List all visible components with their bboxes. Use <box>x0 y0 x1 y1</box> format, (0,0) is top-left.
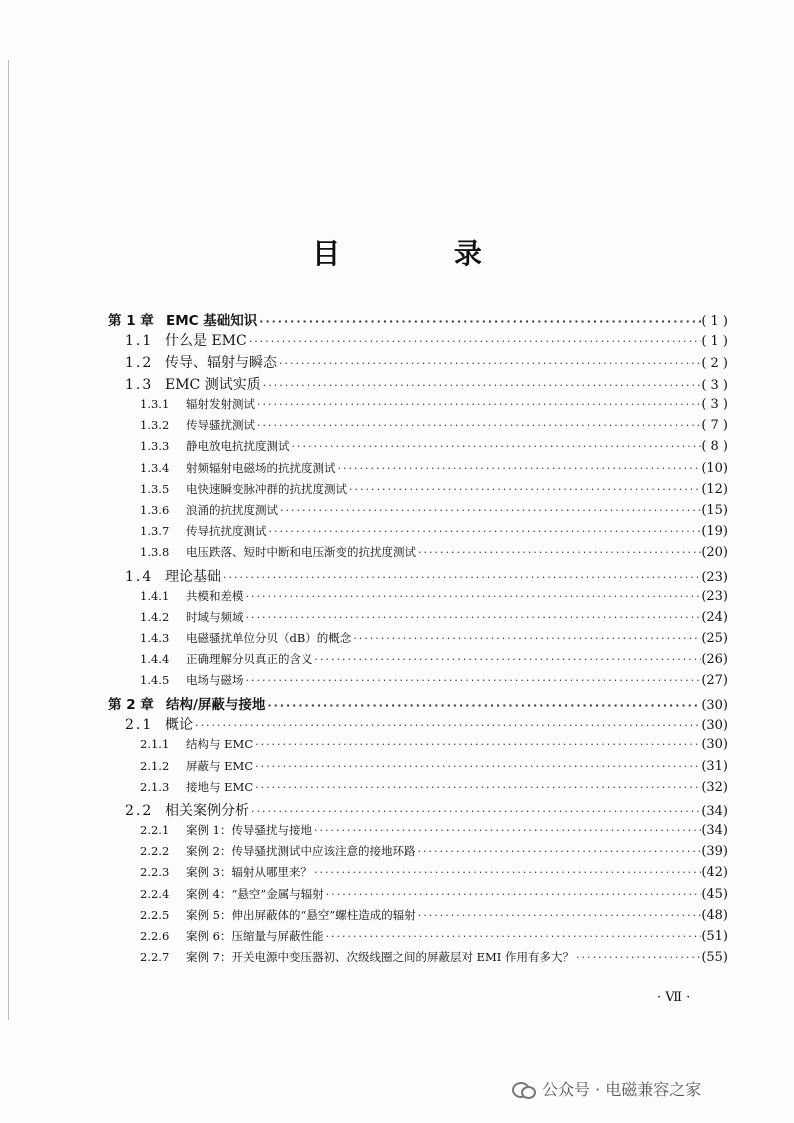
toc-entry-number: 1.1 <box>125 333 154 349</box>
page-folio: · Ⅶ · <box>657 990 691 1005</box>
dot-leader <box>336 462 702 475</box>
dot-leader <box>257 315 701 328</box>
toc-entry-number: 2.1.1 <box>140 737 170 752</box>
toc-entry-sub[interactable] <box>108 460 728 481</box>
toc-entry-sub[interactable] <box>108 481 728 502</box>
toc-entry-label: 案例 1：传导骚扰与接地 <box>186 823 312 837</box>
toc-entry-label: 静电放电抗扰度测试 <box>186 439 290 454</box>
toc-entry-label: 案例 7：开关电源中变压器初、次级线圈之间的屏蔽层对 EMI 作用有多大？ <box>186 950 574 965</box>
toc-entry-label: EMC 测试实质 <box>165 377 261 393</box>
dot-leader <box>415 845 701 858</box>
toc-entry-label: 案例 6：压缩量与屏蔽性能 <box>186 928 324 943</box>
toc-entry-label: 理论基础 <box>165 568 221 585</box>
dot-leader <box>193 719 701 732</box>
toc-entry-label: 时域与频域 <box>186 609 244 624</box>
dot-leader <box>416 909 702 922</box>
toc-entry-number: 2.1.3 <box>140 779 170 794</box>
wechat-icon <box>512 1080 534 1098</box>
toc-entry-number: 2.1 <box>125 717 154 734</box>
toc-entry-sub[interactable] <box>108 588 728 609</box>
toc-entry-label: 什么是 EMC <box>165 333 247 349</box>
toc-entry-number: 2.2 <box>125 803 154 819</box>
dot-leader <box>253 781 701 794</box>
toc-entry-sub[interactable] <box>108 886 728 907</box>
toc-entry-number: 2.2.6 <box>140 928 170 943</box>
toc-entry-page: (51) <box>701 928 728 944</box>
toc-entry-page: (34) <box>701 804 728 819</box>
toc-entry-page: ( 8 ) <box>701 439 728 455</box>
toc-entry-sub[interactable] <box>108 651 728 672</box>
toc-entry-page: (23) <box>701 569 728 585</box>
toc-entry-sub[interactable] <box>108 928 728 949</box>
toc-entry-page: (34) <box>701 823 728 838</box>
toc-entry-number: 1.3.8 <box>140 545 170 560</box>
dot-leader <box>313 653 702 666</box>
toc-entry-section[interactable] <box>108 566 728 588</box>
toc-entry-sub[interactable] <box>108 843 728 864</box>
toc-entry-label: 正确理解分贝真正的含义 <box>186 652 313 667</box>
toc-entry-label: 结构/屏蔽与接地 <box>166 697 266 714</box>
toc-entry-label: 共模和差模 <box>186 588 244 603</box>
toc-entry-number: 2.2.4 <box>140 886 170 901</box>
toc-entry-page: (30) <box>701 737 728 753</box>
dot-leader <box>312 866 701 879</box>
toc-entry-sub[interactable] <box>108 609 728 630</box>
toc-entry-page: (32) <box>701 779 728 795</box>
toc-entry-sub[interactable] <box>108 822 728 843</box>
toc-entry-label: 浪涌的抗扰度测试 <box>186 502 278 517</box>
toc-entry-number: 2.1.2 <box>140 758 170 773</box>
toc-entry-number: 1.3.7 <box>140 524 170 539</box>
dot-leader <box>267 525 702 538</box>
toc-entry-sub[interactable] <box>108 438 728 459</box>
toc-entry-number: 1.4 <box>125 568 154 585</box>
toc-entry-number: 1.3.1 <box>140 397 170 411</box>
toc-entry-number: 第 2 章 <box>108 697 154 714</box>
toc-entry-label: 传导、辐射与瞬态 <box>165 355 277 371</box>
toc-entry-page: ( 2 ) <box>701 356 728 371</box>
toc-entry-number: 1.4.1 <box>140 588 170 603</box>
toc-entry-page: (31) <box>701 758 728 774</box>
toc-entry-page: (23) <box>701 588 728 604</box>
toc-entry-number: 1.4.3 <box>140 630 170 645</box>
toc-entry-number: 1.3 <box>125 377 154 393</box>
dot-leader <box>290 440 702 453</box>
toc-entry-section[interactable] <box>108 330 728 352</box>
toc-entry-label: 电磁骚扰单位分贝（dB）的概念 <box>186 630 352 645</box>
toc-entry-section[interactable] <box>108 374 728 396</box>
dot-leader <box>277 357 701 370</box>
toc-entry-sub[interactable] <box>108 630 728 651</box>
toc-entry-number: 1.4.5 <box>140 673 170 688</box>
toc-entry-number: 1.4.2 <box>140 609 170 624</box>
toc-entry-label: 接地与 EMC <box>186 779 254 794</box>
toc-entry-label: 电快速瞬变脉冲群的抗扰度测试 <box>186 481 347 496</box>
toc-entry-page: ( 3 ) <box>701 397 728 412</box>
toc-entry-sub[interactable] <box>108 907 728 928</box>
toc-entry-page: (55) <box>701 950 728 966</box>
toc-entry-label: 辐射发射测试 <box>186 397 255 411</box>
toc-entry-label: 传导抗扰度测试 <box>186 524 267 539</box>
dot-leader <box>253 760 701 773</box>
toc-entry-label: 案例 2：传导骚扰测试中应该注意的接地环路 <box>186 844 416 859</box>
toc-entry-number: 1.4.4 <box>140 652 170 667</box>
dot-leader <box>244 611 702 624</box>
dot-leader <box>323 930 701 943</box>
toc-entry-sub[interactable] <box>108 396 728 417</box>
page-title: 目 录 <box>312 237 534 270</box>
dot-leader <box>312 824 701 837</box>
toc-entry-label: 概论 <box>165 717 193 734</box>
toc-entry-page: ( 1 ) <box>701 334 728 349</box>
watermark <box>512 1077 701 1100</box>
toc-entry-label: 电场与磁场 <box>186 673 244 688</box>
toc-entry-number: 1.3.2 <box>140 418 170 433</box>
dot-leader <box>244 590 702 603</box>
toc-entry-page: (26) <box>701 652 728 668</box>
dot-leader <box>255 419 701 432</box>
toc-entry-number: 1.3.3 <box>140 439 170 454</box>
toc-entry-page: (19) <box>701 524 728 540</box>
toc-entry-section[interactable] <box>108 352 728 374</box>
toc-entry-sub[interactable] <box>108 544 728 565</box>
dot-leader <box>247 335 702 348</box>
toc-entry-chapter[interactable] <box>108 693 728 714</box>
toc-entry-number: 1.3.4 <box>140 460 170 475</box>
toc-entry-label: 射频辐射电磁场的抗扰度测试 <box>186 460 336 475</box>
toc-entry-number: 2.2.2 <box>140 844 170 859</box>
toc-entry-label: 电压跌落、短时中断和电压渐变的抗扰度测试 <box>186 545 416 560</box>
toc-entry-page: (30) <box>701 718 728 734</box>
dot-leader <box>347 483 701 496</box>
toc-entry-sub[interactable] <box>108 949 728 970</box>
toc-entry-number: 2.2.3 <box>140 865 170 880</box>
toc-entry-page: ( 1 ) <box>701 314 728 329</box>
dot-leader <box>278 504 701 517</box>
dot-leader <box>261 379 702 392</box>
toc-entry-page: (15) <box>701 502 728 518</box>
toc-entry-page: (39) <box>701 844 728 860</box>
toc-entry-page: (10) <box>701 460 728 476</box>
dot-leader <box>255 398 701 411</box>
toc-entry-sub[interactable] <box>108 502 728 523</box>
toc-entry-page: (45) <box>701 886 728 902</box>
toc-entry-page: (24) <box>701 609 728 625</box>
dot-leader <box>324 888 702 901</box>
toc-entry-sub[interactable] <box>108 779 728 800</box>
dot-leader <box>351 632 701 645</box>
toc-entry-sub[interactable] <box>108 864 728 885</box>
toc-entry-label: EMC 基础知识 <box>166 313 258 329</box>
toc-entry-number: 第 1 章 <box>108 313 154 329</box>
toc-entry-label: 案例 4：“悬空”金属与辐射 <box>186 886 324 901</box>
dot-leader <box>253 738 701 751</box>
toc-entry-page: (20) <box>701 545 728 561</box>
table-of-contents <box>108 309 728 970</box>
toc-entry-number: 2.2.7 <box>140 950 170 965</box>
watermark-text: 公众号 · 电磁兼容之家 <box>542 1080 702 1099</box>
toc-entry-label: 结构与 EMC <box>186 737 254 752</box>
toc-entry-label: 传导骚扰测试 <box>186 418 255 433</box>
dot-leader <box>574 951 701 964</box>
toc-entry-sub[interactable] <box>108 758 728 779</box>
toc-entry-page: (48) <box>701 907 728 923</box>
toc-entry-chapter[interactable] <box>108 309 728 330</box>
toc-entry-label: 案例 3：辐射从哪里来？ <box>186 865 312 880</box>
toc-entry-sub[interactable] <box>108 672 728 693</box>
toc-entry-page: (30) <box>701 698 728 714</box>
toc-entry-page: (42) <box>701 865 728 881</box>
toc-entry-section[interactable] <box>108 800 728 822</box>
toc-entry-label: 案例 5：伸出屏蔽体的“悬空”螺柱造成的辐射 <box>186 907 416 922</box>
page-spine-line <box>8 60 9 1020</box>
toc-entry-label: 相关案例分析 <box>165 803 249 819</box>
toc-entry-number: 1.3.5 <box>140 481 170 496</box>
toc-entry-label: 屏蔽与 EMC <box>186 758 254 773</box>
dot-leader <box>221 571 701 584</box>
dot-leader <box>416 546 701 559</box>
toc-entry-page: ( 3 ) <box>701 378 728 393</box>
toc-entry-sub[interactable] <box>108 417 728 438</box>
toc-entry-section[interactable] <box>108 714 728 736</box>
toc-entry-number: 1.3.6 <box>140 502 170 517</box>
dot-leader <box>265 699 701 712</box>
toc-entry-number: 2.2.1 <box>140 823 170 837</box>
dot-leader <box>249 805 701 818</box>
toc-entry-number: 2.2.5 <box>140 907 170 922</box>
toc-entry-sub[interactable] <box>108 736 728 757</box>
dot-leader <box>244 674 702 687</box>
toc-entry-page: (25) <box>701 630 728 646</box>
toc-entry-page: (27) <box>701 673 728 689</box>
toc-entry-number: 1.2 <box>125 355 154 371</box>
toc-entry-sub[interactable] <box>108 523 728 544</box>
toc-entry-page: ( 7 ) <box>701 418 728 434</box>
toc-entry-page: (12) <box>701 481 728 497</box>
